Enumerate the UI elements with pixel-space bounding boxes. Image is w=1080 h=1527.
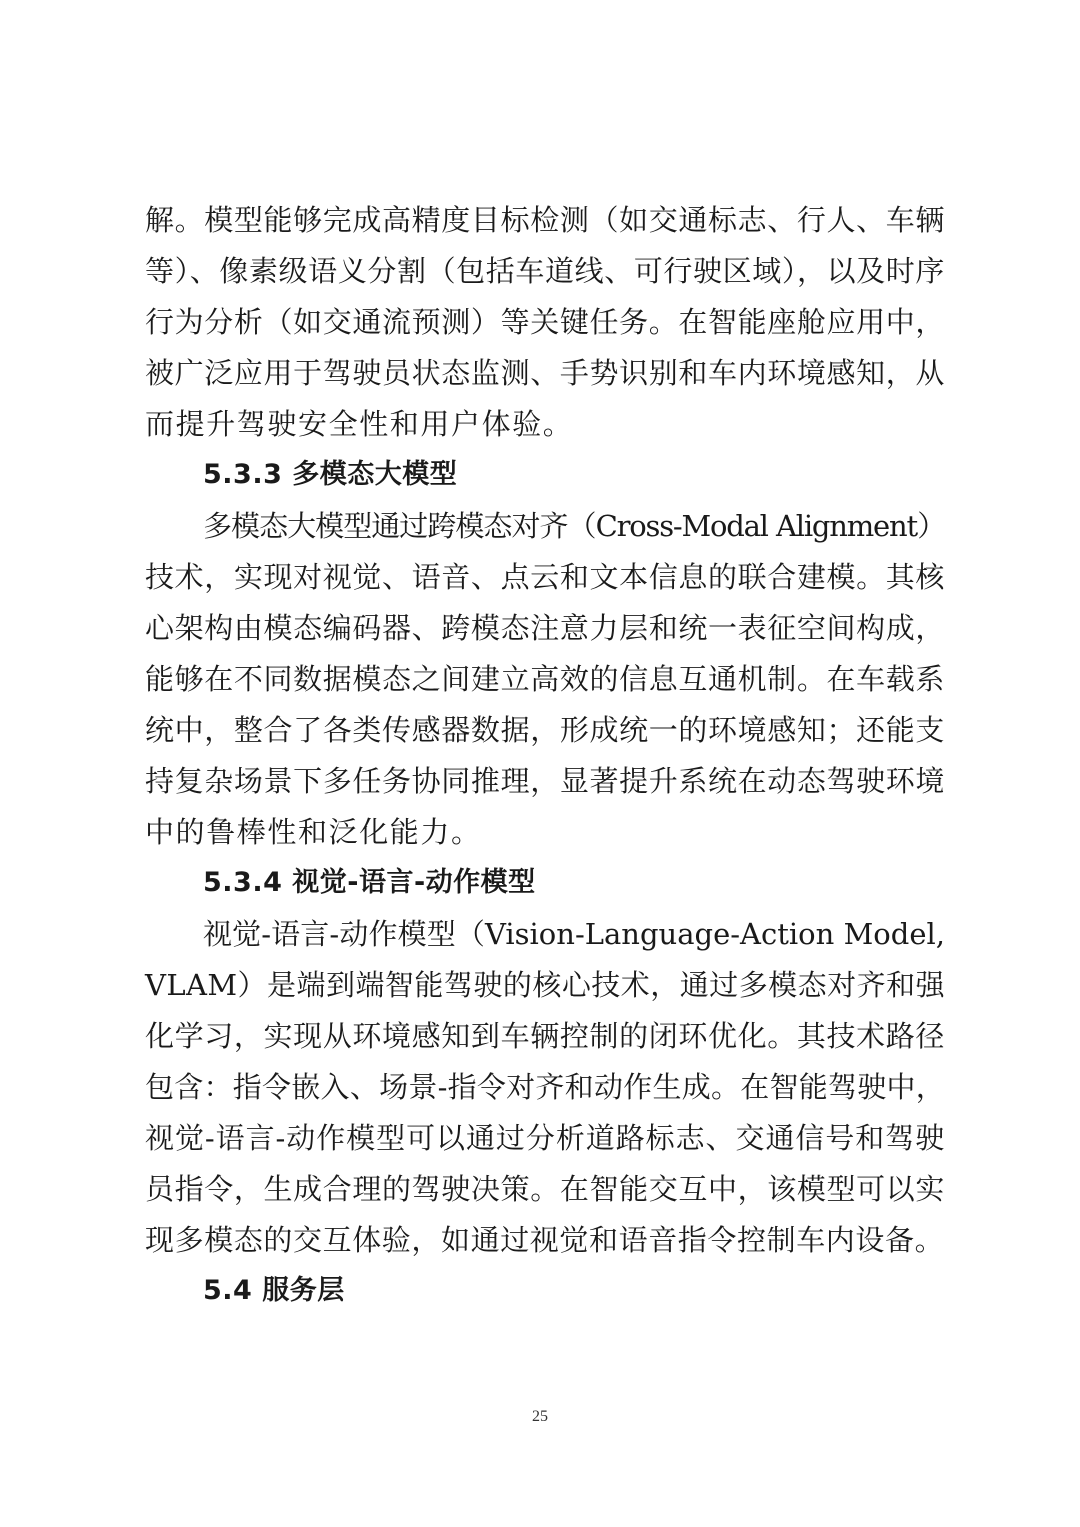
- paragraph-line: VLAM）是端到端智能驾驶的核心技术，通过多模态对齐和强: [145, 968, 945, 1002]
- section-heading: 5.3.3 多模态大模型: [203, 459, 458, 490]
- paragraph-line: 化学习，实现从环境感知到车辆控制的闭环优化。其技术路径: [145, 1019, 945, 1053]
- paragraph-line: 包含：指令嵌入、场景-指令对齐和动作生成。在智能驾驶中，: [145, 1070, 945, 1104]
- paragraph-line: 员指令，生成合理的驾驶决策。在智能交互中，该模型可以实: [145, 1172, 945, 1206]
- paragraph-line: 现多模态的交互体验，如通过视觉和语音指令控制车内设备。: [145, 1223, 945, 1257]
- paragraph-line: 中的鲁棒性和泛化能力。: [145, 815, 482, 849]
- paragraph-line: 能够在不同数据模态之间建立高效的信息互通机制。在车载系: [145, 662, 945, 696]
- paragraph-line: 视觉-语言-动作模型可以通过分析道路标志、交通信号和驾驶: [145, 1121, 945, 1155]
- paragraph-line: 视觉-语言-动作模型（Vision-Language-Action Model,: [203, 917, 945, 951]
- section-heading: 5.3.4 视觉-语言-动作模型: [203, 867, 536, 898]
- page-number: 25: [532, 1408, 548, 1425]
- paragraph-line: 心架构由模态编码器、跨模态注意力层和统一表征空间构成，: [145, 611, 945, 645]
- paragraph-line: 技术，实现对视觉、语音、点云和文本信息的联合建模。其核: [145, 560, 945, 594]
- paragraph-line: 等）、像素级语义分割（包括车道线、可行驶区域），以及时序: [145, 254, 945, 288]
- paragraph-line: 被广泛应用于驾驶员状态监测、手势识别和车内环境感知，从: [145, 356, 945, 390]
- paragraph-line: 而提升驾驶安全性和用户体验。: [145, 407, 574, 441]
- paragraph-line: 解。模型能够完成高精度目标检测（如交通标志、行人、车辆: [145, 203, 945, 237]
- paragraph-line: 持复杂场景下多任务协同推理，显著提升系统在动态驾驶环境: [145, 764, 945, 798]
- paragraph-line: 多模态大模型通过跨模态对齐（Cross-Modal Alignment）: [203, 509, 945, 543]
- paragraph-line: 行为分析（如交通流预测）等关键任务。在智能座舱应用中，: [145, 305, 945, 339]
- paragraph-line: 统中，整合了各类传感器数据，形成统一的环境感知；还能支: [145, 713, 945, 747]
- section-heading: 5.4 服务层: [203, 1275, 345, 1306]
